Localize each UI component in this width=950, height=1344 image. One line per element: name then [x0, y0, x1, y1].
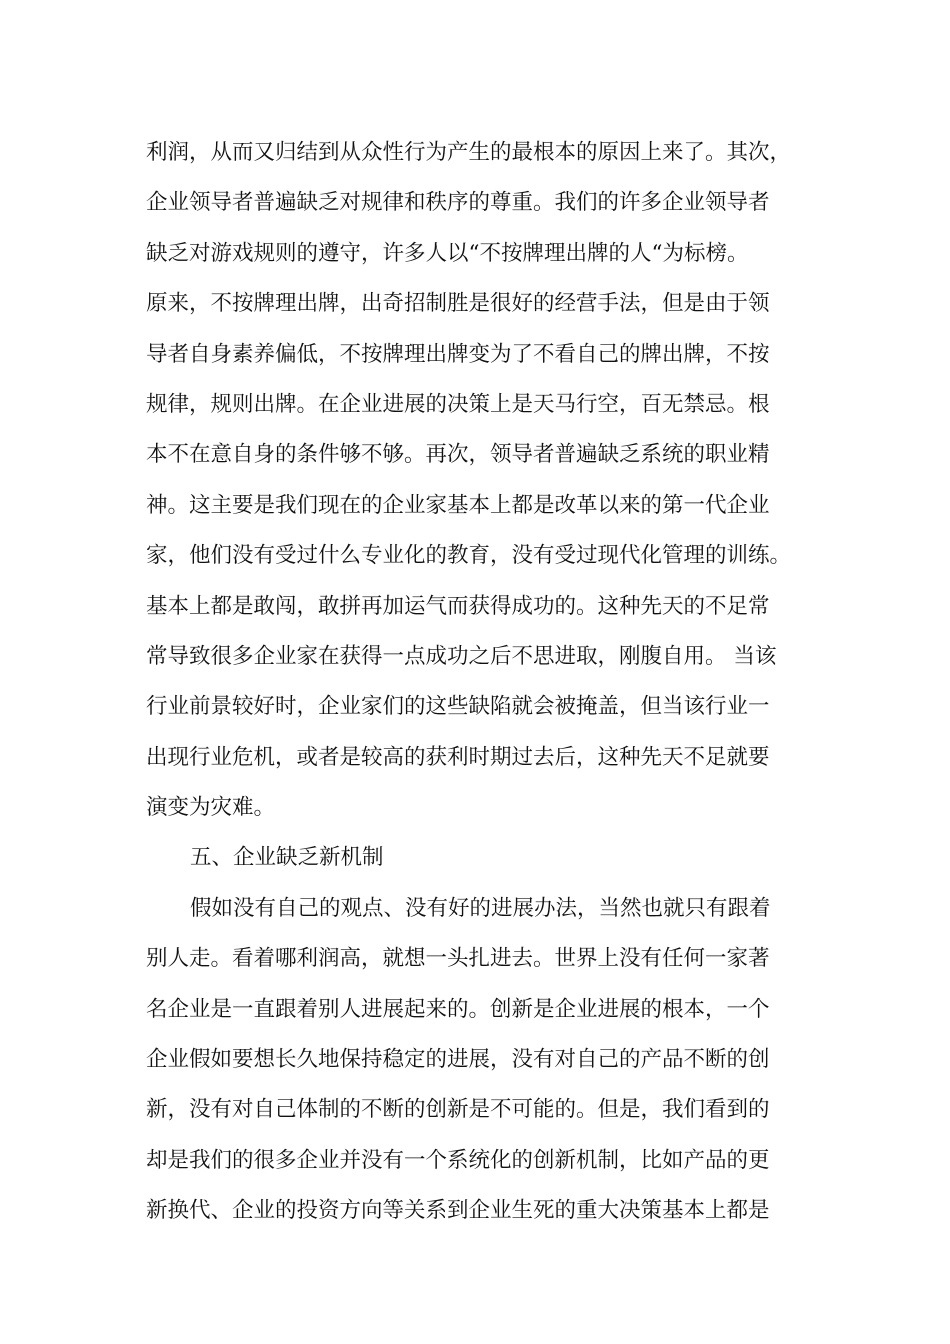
text-line: 企业假如要想长久地保持稳定的进展，没有对自己的产品不断的创 — [146, 1047, 770, 1073]
text-line: 别人走。看着哪利润高，就想一头扎进去。世界上没有任何一家著 — [146, 946, 770, 972]
text-line: 利润，从而又归结到从众性行为产生的最根本的原因上来了。其次， — [146, 140, 792, 165]
text-line: 导者自身素养偏低，不按牌理出牌变为了不看自己的牌出牌，不按 — [146, 341, 770, 367]
paragraph-first-line: 假如没有自己的观点、没有好的进展办法，当然也就只有跟着 — [190, 895, 771, 921]
text-line: 缺乏对游戏规则的遵守，许多人以“不按牌理出牌的人“为标榜。 — [146, 240, 749, 266]
section-heading: 五、企业缺乏新机制 — [190, 845, 384, 871]
body-text — [146, 128, 826, 1237]
text-line: 家，他们没有受过什么专业化的教育，没有受过现代化管理的训练。 — [146, 543, 792, 569]
text-line: 演变为灾难。 — [146, 795, 276, 821]
text-line: 新，没有对自己体制的不断的创新是不可能的。但是，我们看到的 — [146, 1097, 770, 1123]
text-line: 新换代、企业的投资方向等关系到企业生死的重大决策基本上都是 — [146, 1198, 770, 1224]
text-line: 原来，不按牌理出牌，出奇招制胜是很好的经营手法，但是由于领 — [146, 291, 770, 317]
text-line: 神。这主要是我们现在的企业家基本上都是改革以来的第一代企业 — [146, 492, 770, 518]
text-line: 本不在意自身的条件够不够。再次，领导者普遍缺乏系统的职业精 — [146, 442, 770, 468]
text-line: 却是我们的很多企业并没有一个系统化的创新机制，比如产品的更 — [146, 1147, 770, 1173]
text-line: 名企业是一直跟着别人进展起来的。创新是企业进展的根本，一个 — [146, 996, 770, 1022]
text-line: 行业前景较好时，企业家们的这些缺陷就会被掩盖，但当该行业一 — [146, 694, 770, 720]
text-line: 规律，规则出牌。在企业进展的决策上是天马行空，百无禁忌。根 — [146, 391, 770, 417]
text-line: 常导致很多企业家在获得一点成功之后不思进取，刚腹自用。 当该 — [146, 643, 777, 669]
text-line: 出现行业危机，或者是较高的获利时期过去后，这种先天不足就要 — [146, 744, 770, 770]
text-line: 企业领导者普遍缺乏对规律和秩序的尊重。我们的许多企业领导者 — [146, 190, 770, 216]
text-line: 基本上都是敢闯，敢拼再加运气而获得成功的。这种先天的不足常 — [146, 593, 770, 619]
